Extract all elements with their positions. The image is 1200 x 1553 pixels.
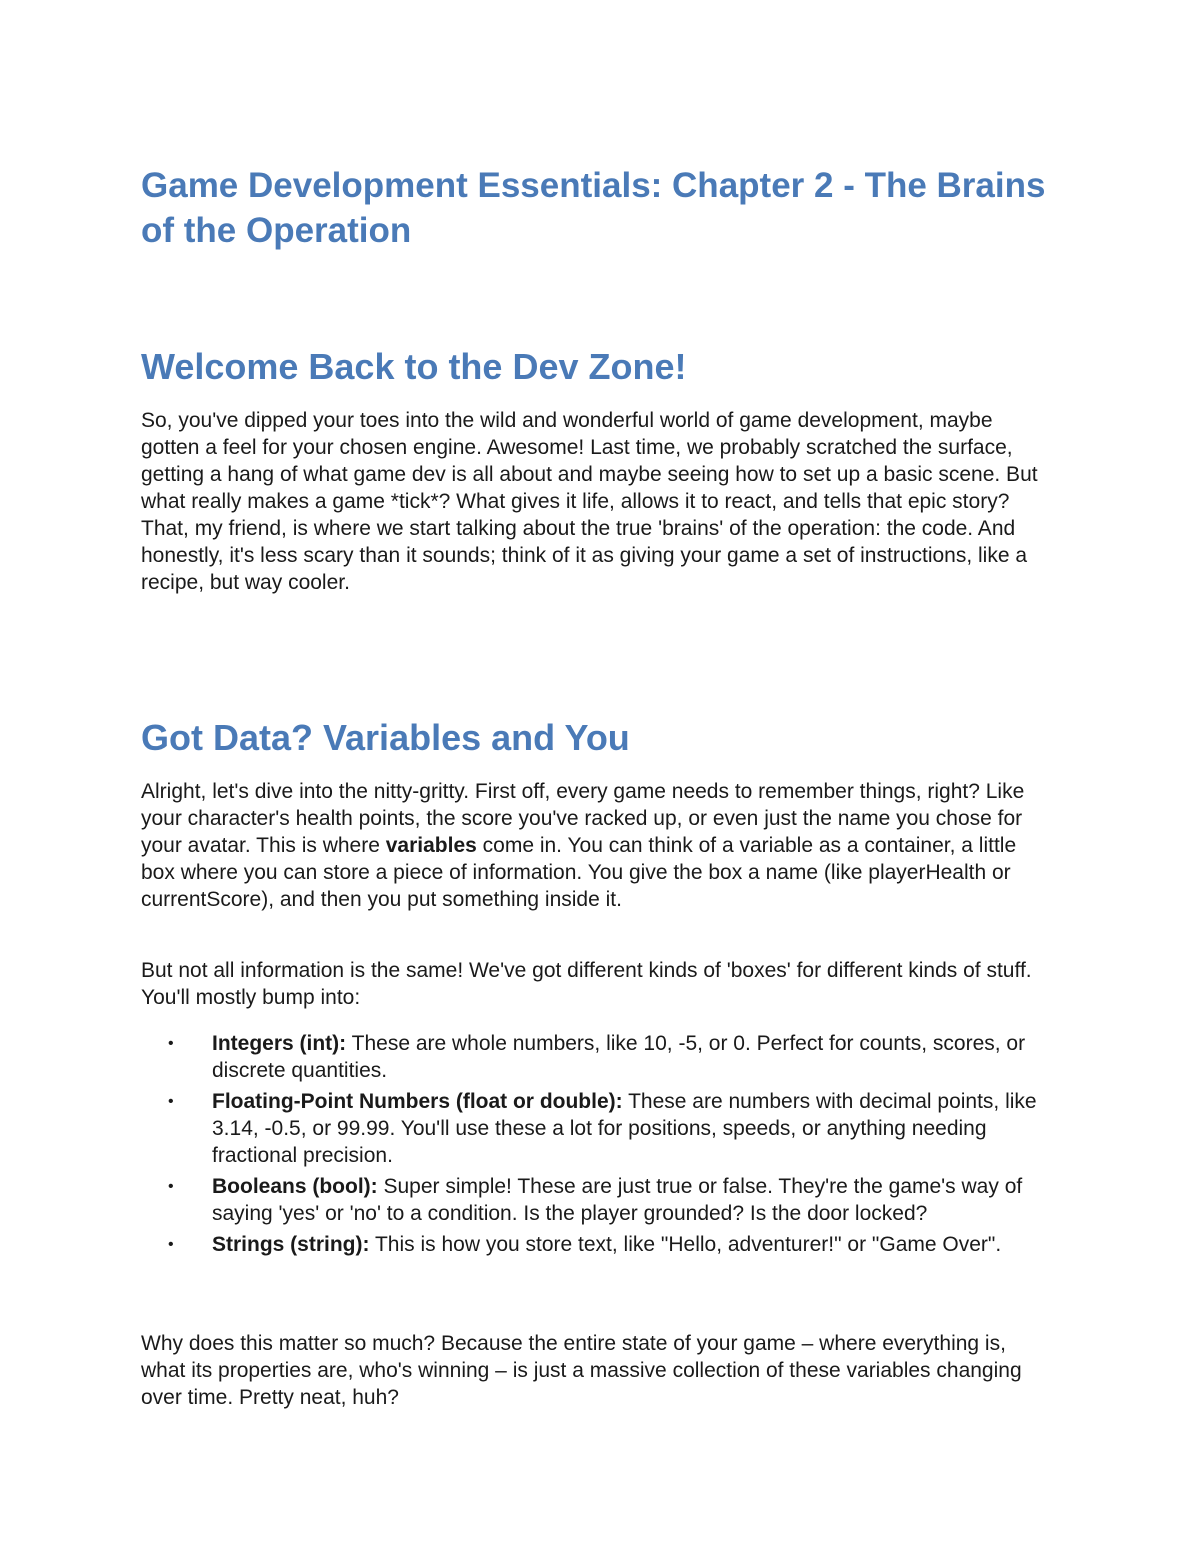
list-item-text: Super simple! These are just true or false. They're the game's way of saying 'yes' or 'no' to a condition. Is the player grounded? Is the door locked? bbox=[212, 1175, 1023, 1225]
bullet-icon: • bbox=[168, 1236, 174, 1253]
section-heading-variables: Got Data? Variables and You bbox=[141, 717, 630, 758]
section-heading-welcome: Welcome Back to the Dev Zone! bbox=[141, 346, 687, 387]
list-item bbox=[141, 1231, 1053, 1258]
list-item-text: These are whole numbers, like 10, -5, or 0. Perfect for counts, scores, or discrete quantities. bbox=[212, 1032, 1026, 1082]
intro-text-before: Alright, let's dive into the nitty-gritty. First off, every game needs to remember things, right? Like your character's health points, the score you've racked up, or even just the name you chose for your avatar. This is where bbox=[141, 780, 1025, 857]
list-item bbox=[141, 1030, 1053, 1084]
bullet-icon: • bbox=[168, 1093, 174, 1110]
variables-keyword: variables bbox=[385, 834, 477, 857]
bullet-icon: • bbox=[168, 1035, 174, 1052]
intro-text-after: come in. You can think of a variable as a container, a little box where you can store a piece of information. You give the box a name (like playerHealth or currentScore), and then you put something inside it. bbox=[141, 834, 1017, 911]
bullet-icon: • bbox=[168, 1178, 174, 1195]
document-title: Game Development Essentials: Chapter 2 - The Brains of the Operation bbox=[141, 166, 1046, 250]
list-item-term: Floating-Point Numbers (float or double): bbox=[212, 1090, 623, 1113]
data-types-paragraph: But not all information is the same! We've got different kinds of 'boxes' for different kinds of stuff. You'll mostly bump into: bbox=[141, 959, 1032, 1009]
list-item bbox=[141, 1088, 1053, 1169]
list-item-text: These are numbers with decimal points, like 3.14, -0.5, or 99.99. You'll use these a lot for positions, speeds, or anything needing fractional precision. bbox=[212, 1090, 1037, 1167]
data-types-list bbox=[141, 1030, 1053, 1262]
list-item-term: Integers (int): bbox=[212, 1032, 347, 1055]
list-item-text: This is how you store text, like "Hello, adventurer!" or "Game Over". bbox=[369, 1233, 1002, 1256]
list-item bbox=[141, 1173, 1053, 1227]
closing-paragraph: Why does this matter so much? Because the entire state of your game – where everything is, what its properties are, who's winning – is just a massive collection of these variables changing over time. Pretty neat, huh? bbox=[141, 1332, 1022, 1409]
list-item-term: Booleans (bool): bbox=[212, 1175, 378, 1198]
list-item-term: Strings (string): bbox=[212, 1233, 370, 1256]
variables-intro-paragraph bbox=[141, 778, 1053, 913]
welcome-paragraph: So, you've dipped your toes into the wild and wonderful world of game development, maybe gotten a feel for your chosen engine. Awesome! Last time, we probably scratched the surface, getting a hang of what game dev is all about and maybe seeing how to set up a basic scene. But what really makes a game *tick*? What gives it life, allows it to react, and tells that epic story? That, my friend, is where we start talking about the true 'brains' of the operation: the code. And honestly, it's less scary than it sounds; think of it as giving your game a set of instructions, like a recipe, but way cooler. bbox=[141, 409, 1038, 594]
